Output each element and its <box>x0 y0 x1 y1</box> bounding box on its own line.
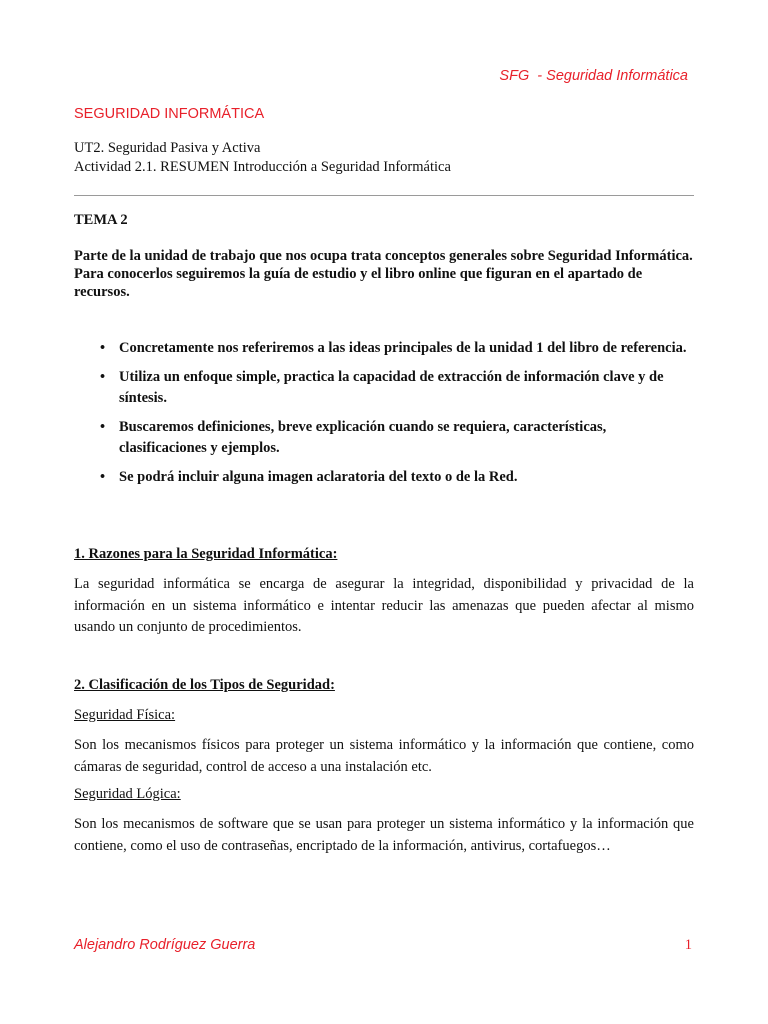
divider <box>74 195 694 196</box>
seguridad-fisica-body: Son los mecanismos físicos para proteger un sistema informático y la información que contiene, como cámaras de seguridad, control de acceso a una instalación etc. <box>74 737 694 775</box>
page-number: 1 <box>684 937 692 953</box>
list-item-text: Se podrá incluir alguna imagen aclaratoria del texto o de la Red. <box>119 469 518 485</box>
activity-line: Actividad 2.1. RESUMEN Introducción a Seguridad Informática <box>74 159 451 175</box>
document-title: SEGURIDAD INFORMÁTICA <box>74 106 265 122</box>
unit-line: UT2. Seguridad Pasiva y Activa <box>74 140 261 156</box>
footer-author: Alejandro Rodríguez Guerra <box>74 937 256 953</box>
list-item <box>74 338 694 359</box>
bullet-list <box>74 338 694 496</box>
list-item <box>74 467 694 488</box>
header-text: SFG - Seguridad Informática <box>499 68 688 84</box>
seguridad-logica-label: Seguridad Lógica: <box>74 786 181 802</box>
list-item <box>74 367 694 409</box>
intro-line-2: Para conocerlos seguiremos la guía de estudio y el libro online que figuran en el apartado de recursos. <box>74 266 643 300</box>
list-item-text: Concretamente nos referiremos a las ideas principales de la unidad 1 del libro de referencia. <box>119 340 687 356</box>
section-2-heading: 2. Clasificación de los Tipos de Seguridad: <box>74 677 335 693</box>
bullet-icon: • <box>100 469 106 485</box>
tema-heading: TEMA 2 <box>74 212 128 228</box>
list-item-text: Utiliza un enfoque simple, practica la capacidad de extracción de información clave y de síntesis. <box>119 369 664 406</box>
bullet-icon: • <box>100 340 106 356</box>
list-item-text: Buscaremos definiciones, breve explicación cuando se requiera, características, clasificaciones y ejemplos. <box>119 419 607 456</box>
bullet-icon: • <box>100 419 106 435</box>
seguridad-logica-body: Son los mecanismos de software que se usan para proteger un sistema informático y la información que contiene, como el uso de contraseñas, encriptado de la información, antivirus, cortafuegos… <box>74 816 694 854</box>
seguridad-fisica-label: Seguridad Física: <box>74 707 176 723</box>
intro-line-1: Parte de la unidad de trabajo que nos ocupa trata conceptos generales sobre Seguridad Informática. <box>74 248 693 264</box>
bullet-icon: • <box>100 369 106 385</box>
intro-paragraph <box>74 247 694 301</box>
section-1-heading: 1. Razones para la Seguridad Informática: <box>74 546 338 562</box>
section-1-body: La seguridad informática se encarga de asegurar la integridad, disponibilidad y privacidad de la información en un sistema informático e intentar reducir las amenazas que pueden afectar al mismo usando un conjunto de procedimientos. <box>74 576 694 635</box>
list-item <box>74 417 694 459</box>
